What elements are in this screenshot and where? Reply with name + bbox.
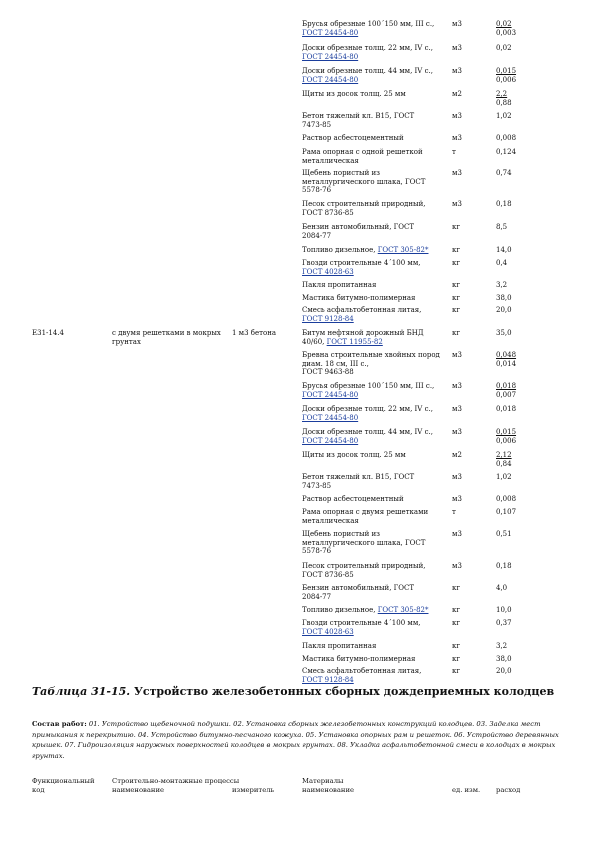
material-name-line: 7473-85 [302, 120, 332, 129]
material-name-text: Доски обрезные толщ. 44 мм, IV с., [302, 67, 433, 75]
material-consumption [496, 642, 556, 651]
material-unit: м3 [452, 200, 462, 208]
material-unit: т [452, 148, 456, 156]
material-name-line [302, 200, 452, 209]
material-name [302, 495, 452, 504]
material-consumption [496, 134, 556, 143]
consumption-value: 0,02 [496, 20, 512, 28]
consumption-value: 10,0 [496, 606, 512, 614]
header-col-unit: ед. изм. [452, 786, 481, 794]
material-name-line [302, 67, 452, 76]
consumption-value: 8,5 [496, 223, 508, 231]
consumption-value: 0,048 [496, 351, 517, 359]
process-description: с двумя решетками в мокрых грунтах [112, 329, 221, 346]
consumption-value: 0,006 [496, 75, 517, 84]
material-name-line [302, 351, 452, 360]
consumption-value: 20,0 [496, 306, 512, 314]
consumption-value: 14,0 [496, 246, 512, 254]
material-name-text: Щебень пористый из [302, 530, 380, 538]
consumption-value: 0,37 [496, 619, 512, 627]
material-consumption [496, 259, 556, 268]
standard-link[interactable]: ГОСТ 4028-63 [302, 627, 354, 636]
material-unit: кг [452, 294, 461, 302]
material-name-text: Бензин автомобильный, ГОСТ [302, 584, 415, 592]
material-name-line [302, 606, 452, 615]
material-name [302, 134, 452, 143]
material-name-line [302, 619, 452, 628]
material-unit: кг [452, 306, 461, 314]
material-name-line: 5578-76 [302, 547, 332, 555]
material-name-line [302, 562, 452, 571]
material-name-text: Щиты из досок толщ. 25 мм [302, 451, 406, 459]
material-unit: кг [452, 223, 461, 231]
material-name-text: Раствор асбестоцементный [302, 495, 404, 503]
material-name-line: 5578-76 [302, 186, 332, 194]
consumption-value: 0,124 [496, 148, 517, 156]
material-name-line [302, 20, 452, 29]
material-name-text: Раствор асбестоцементный [302, 134, 404, 142]
consumption-value: 0,006 [496, 436, 517, 445]
material-unit: м3 [452, 382, 462, 390]
consumption-value: 0,008 [496, 134, 517, 142]
header-col-code-line2: код [32, 786, 45, 794]
material-name-text: Пакля пропитанная [302, 281, 377, 289]
material-unit: м3 [452, 20, 462, 28]
material-name-line [302, 246, 452, 255]
material-consumption [496, 294, 556, 303]
material-name-text: Щебень пористый из [302, 169, 380, 177]
material-name-line [302, 294, 452, 303]
standard-link[interactable]: ГОСТ 24454-80 [302, 52, 359, 61]
standard-link[interactable]: ГОСТ 9128-84 [302, 675, 354, 684]
work-composition [32, 719, 562, 761]
material-name-text: Брусья обрезные 100´150 мм, III с., [302, 382, 435, 390]
material-consumption [496, 90, 556, 107]
material-consumption [496, 112, 556, 121]
material-name [302, 667, 452, 684]
material-name-line [302, 428, 452, 437]
standard-link[interactable]: ГОСТ 24454-80 [302, 413, 359, 422]
material-name-line: ГОСТ 8736-85 [302, 208, 354, 217]
header-col-process: Строительно-монтажные процессы [112, 777, 240, 785]
material-name-text: Песок строительный природный, [302, 562, 426, 570]
material-consumption [496, 281, 556, 290]
material-name-line [302, 90, 452, 99]
material-name [302, 148, 452, 165]
consumption-value: 3,2 [496, 281, 508, 289]
material-name-text: Гвозди строительные 4´100 мм, [302, 619, 421, 627]
material-unit: м3 [452, 562, 462, 570]
material-name-line [302, 44, 452, 53]
consumption-value: 3,2 [496, 642, 508, 650]
header-col-code-line1: Функциональный [32, 777, 95, 785]
material-name [302, 606, 452, 615]
material-name-line [302, 259, 452, 268]
material-consumption [496, 562, 556, 571]
consumption-value: 0,014 [496, 359, 517, 368]
material-unit: м3 [452, 351, 462, 359]
material-unit: м3 [452, 112, 462, 120]
composition-label: Состав работ: [32, 720, 87, 728]
material-name-text: Пакля пропитанная [302, 642, 377, 650]
material-name-line [302, 405, 452, 414]
material-consumption [496, 329, 556, 338]
material-consumption [496, 382, 556, 399]
material-unit: т [452, 508, 456, 516]
material-unit: кг [452, 584, 461, 592]
material-unit: кг [452, 259, 461, 267]
material-name-line [302, 642, 452, 651]
material-name-line: металлическая [302, 516, 359, 525]
material-unit: кг [452, 606, 461, 614]
material-name [302, 44, 452, 61]
material-consumption [496, 428, 556, 445]
material-name [302, 428, 452, 445]
material-name [302, 281, 452, 290]
consumption-value: 0,007 [496, 390, 517, 399]
consumption-value: 0,003 [496, 28, 517, 37]
material-name [302, 306, 452, 323]
material-name [302, 169, 452, 195]
material-name-line [302, 329, 452, 338]
material-consumption [496, 169, 556, 178]
material-consumption [496, 508, 556, 517]
material-name-line: 7473-85 [302, 481, 332, 490]
material-consumption [496, 530, 556, 539]
consumption-value: 0,02 [496, 44, 512, 52]
material-consumption [496, 495, 556, 504]
material-name-text: Бетон тяжелый кл. В15, ГОСТ [302, 112, 415, 120]
material-name-text: Рама опорная с одной решеткой [302, 148, 423, 156]
consumption-value: 0,84 [496, 459, 512, 468]
process-measure: 1 м3 бетона [232, 329, 277, 337]
standard-link[interactable]: ГОСТ 305-82* [377, 606, 429, 614]
material-name-line [302, 530, 452, 539]
consumption-value: 0,74 [496, 169, 512, 177]
standard-link[interactable]: ГОСТ 24454-80 [302, 390, 359, 399]
material-unit: кг [452, 246, 461, 254]
material-unit: м3 [452, 530, 462, 538]
material-name [302, 584, 452, 601]
material-consumption [496, 667, 556, 676]
material-unit: м3 [452, 134, 462, 142]
material-name-line [302, 134, 452, 143]
material-name-line [302, 508, 452, 517]
header-col-consumption: расход [496, 786, 521, 794]
material-unit: кг [452, 667, 461, 675]
material-name-line: 2084-77 [302, 231, 332, 240]
material-name [302, 473, 452, 490]
standard-link[interactable]: ГОСТ 24454-80 [302, 436, 359, 445]
material-name [302, 223, 452, 240]
material-unit: м3 [452, 67, 462, 75]
material-name [302, 405, 452, 422]
material-name-line [302, 382, 452, 391]
material-unit: м3 [452, 169, 462, 177]
material-name-text: Рама опорная с двумя решетками [302, 508, 429, 516]
material-name-line [302, 495, 452, 504]
consumption-value: 1,02 [496, 112, 512, 120]
consumption-value: 0,107 [496, 508, 517, 516]
material-consumption [496, 200, 556, 209]
material-name-line: ГОСТ 8736-85 [302, 570, 354, 579]
consumption-value: 38,0 [496, 655, 512, 663]
standard-link[interactable]: ГОСТ 24454-80 [302, 28, 359, 37]
material-unit: м3 [452, 495, 462, 503]
header-col-materials: Материалы [302, 777, 344, 785]
material-name-text: Топливо дизельное, [302, 246, 378, 254]
consumption-value: 0,51 [496, 530, 512, 538]
material-unit: кг [452, 642, 461, 650]
consumption-value: 2,12 [496, 451, 512, 459]
material-consumption [496, 148, 556, 157]
material-name [302, 619, 452, 636]
material-name-line: ГОСТ 9463-88 [302, 368, 354, 376]
standard-link[interactable]: ГОСТ 11955-82 [326, 337, 383, 346]
consumption-value: 0,015 [496, 428, 517, 436]
material-name [302, 90, 452, 99]
material-name-text: Мастика битумно-полимерная [302, 294, 416, 302]
header-col-measure: измеритель [232, 786, 275, 794]
material-consumption [496, 584, 556, 593]
material-name-text: Доски обрезные толщ. 44 мм, IV с., [302, 428, 433, 436]
material-consumption [496, 655, 556, 664]
material-unit: м3 [452, 44, 462, 52]
material-name-text: Бревна строительные хвойных пород [302, 351, 440, 359]
material-name-text: Смесь асфальтобетонная литая, [302, 667, 422, 675]
table-title-text: Устройство железобетонных сборных дождеприемных колодцев [130, 685, 555, 698]
material-consumption [496, 351, 556, 368]
material-consumption [496, 20, 556, 37]
material-name-text: Смесь асфальтобетонная литая, [302, 306, 422, 314]
material-name-line: 2084-77 [302, 592, 332, 601]
material-unit: кг [452, 655, 461, 663]
consumption-value: 35,0 [496, 329, 512, 337]
material-name-line: металлургического шлака, ГОСТ [302, 538, 426, 547]
material-name-text: Щиты из досок толщ. 25 мм [302, 90, 406, 98]
material-name-line [302, 473, 452, 482]
material-name-text: Гвозди строительные 4´100 мм, [302, 259, 421, 267]
function-code: Е31-14.4 [32, 329, 64, 337]
table-title [32, 685, 554, 698]
material-name-line [302, 223, 452, 232]
consumption-value: 0,4 [496, 259, 508, 267]
consumption-value: 0,008 [496, 495, 517, 503]
material-name-text: Песок строительный природный, [302, 200, 426, 208]
material-name-line: металлургического шлака, ГОСТ [302, 177, 426, 186]
material-name-text: Бетон тяжелый кл. В15, ГОСТ [302, 473, 415, 481]
material-name [302, 562, 452, 579]
material-name [302, 329, 452, 346]
material-consumption [496, 67, 556, 84]
material-unit: м3 [452, 428, 462, 436]
material-name [302, 351, 452, 377]
material-consumption [496, 306, 556, 315]
material-consumption [496, 473, 556, 482]
consumption-value: 0,018 [496, 382, 517, 390]
material-name-line [302, 451, 452, 460]
consumption-value: 38,0 [496, 294, 512, 302]
material-consumption [496, 44, 556, 53]
material-name [302, 246, 452, 255]
header-col-code [32, 777, 94, 795]
material-name-text: Доски обрезные толщ. 22 мм, IV с., [302, 44, 433, 52]
material-name [302, 382, 452, 399]
material-name [302, 530, 452, 556]
material-name-text: Брусья обрезные 100´150 мм, III с., [302, 20, 435, 28]
standard-link[interactable]: ГОСТ 24454-80 [302, 75, 359, 84]
material-name-line [302, 667, 452, 676]
material-unit: кг [452, 281, 461, 289]
material-name-text: Мастика битумно-полимерная [302, 655, 416, 663]
header-col-material-name: наименование [302, 786, 355, 794]
material-name [302, 112, 452, 129]
consumption-value: 2,2 [496, 90, 508, 98]
material-consumption [496, 223, 556, 232]
consumption-value: 0,18 [496, 562, 512, 570]
material-consumption [496, 246, 556, 255]
consumption-value: 4,0 [496, 584, 508, 592]
material-name [302, 451, 452, 460]
consumption-value: 0,18 [496, 200, 512, 208]
material-name [302, 294, 452, 303]
material-name-line [302, 655, 452, 664]
material-name [302, 259, 452, 276]
consumption-value: 0,88 [496, 98, 512, 107]
material-consumption [496, 451, 556, 468]
material-name-text: Бензин автомобильный, ГОСТ [302, 223, 415, 231]
material-name-line [302, 338, 452, 347]
material-name-line [302, 169, 452, 178]
material-name-line [302, 281, 452, 290]
consumption-value: 1,02 [496, 473, 512, 481]
material-name [302, 200, 452, 217]
material-name-line [302, 584, 452, 593]
material-name-line [302, 112, 452, 121]
consumption-value: 20,0 [496, 667, 512, 675]
table-title-label: Таблица 31-15. [32, 685, 131, 698]
header-col-process-name: наименование [112, 786, 165, 794]
consumption-value: 0,015 [496, 67, 517, 75]
material-unit: м2 [452, 451, 462, 459]
material-name [302, 20, 452, 37]
material-consumption [496, 405, 556, 414]
composition-text: 01. Устройство щебеночной подушки. 02. Установка сборных железобетонных конструкций колодцев. 03. Заделка мест примыкания к перекрытию. 04. Устройство битумно-песчаного кожуха. 05. Установка опорных рам и решеток. 06. Устройство деревянных крышек. 07. Гидроизоляция наружных поверхностей колодцев в мокрых грунтах. 08. Укладка асфальтобетонной смеси в колодцах в мокрых грунтах. [32, 720, 559, 760]
standard-link[interactable]: ГОСТ 305-82* [377, 246, 429, 254]
material-unit: м3 [452, 473, 462, 481]
material-name-text: 40/60, [302, 337, 327, 346]
material-consumption [496, 619, 556, 628]
material-name-text: Битум нефтяной дорожный БНД [302, 329, 424, 337]
material-name [302, 642, 452, 651]
material-consumption [496, 606, 556, 615]
consumption-value: 0,018 [496, 405, 517, 413]
material-unit: м3 [452, 405, 462, 413]
material-name-line: металлическая [302, 156, 359, 165]
material-name-text: Доски обрезные толщ. 22 мм, IV с., [302, 405, 433, 413]
material-name-text: Топливо дизельное, [302, 606, 378, 614]
material-name-line [302, 148, 452, 157]
material-name-line [302, 306, 452, 315]
material-unit: кг [452, 619, 461, 627]
material-unit: кг [452, 329, 461, 337]
standard-link[interactable]: ГОСТ 4028-63 [302, 267, 354, 276]
material-name [302, 508, 452, 525]
material-name [302, 655, 452, 664]
standard-link[interactable]: ГОСТ 9128-84 [302, 314, 354, 323]
material-unit: м2 [452, 90, 462, 98]
material-name-line: диам. 18 см, III с., [302, 359, 369, 368]
material-name [302, 67, 452, 84]
